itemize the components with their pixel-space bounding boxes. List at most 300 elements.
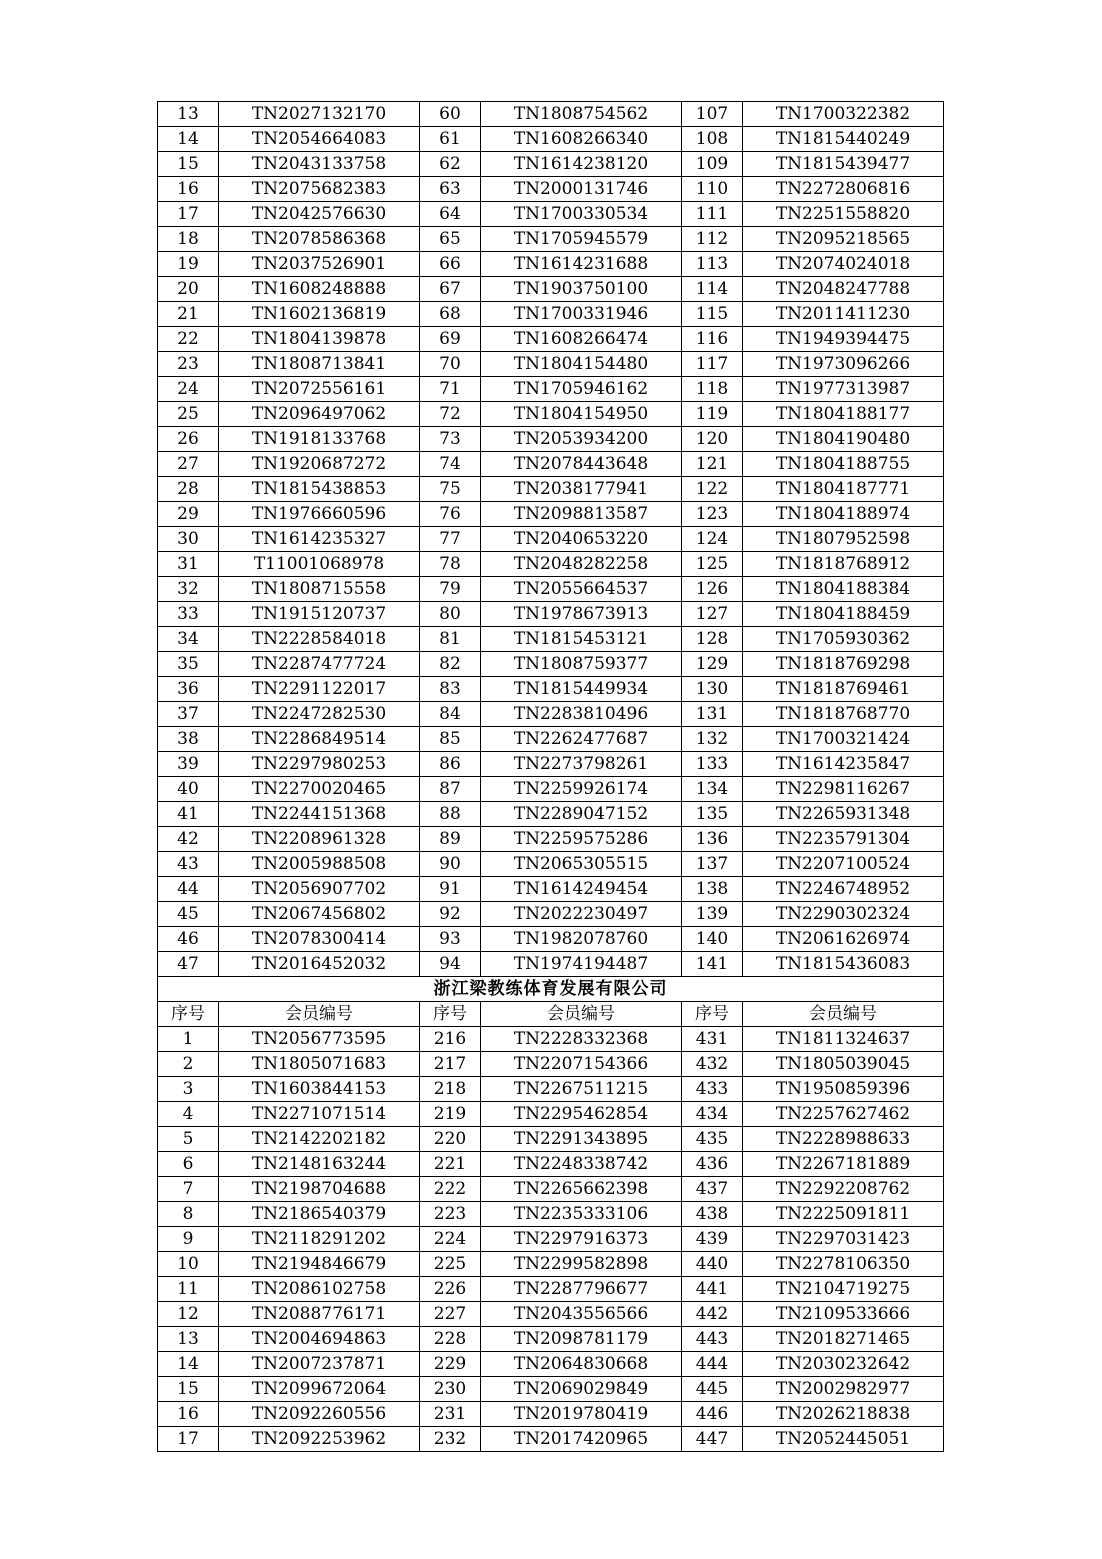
- seq-cell: 92: [420, 902, 481, 927]
- table-row: [158, 627, 944, 652]
- member-id-cell: TN2018271465: [743, 1327, 944, 1352]
- member-id-cell: TN2297980253: [219, 752, 420, 777]
- member-id-cell: TN1982078760: [481, 927, 682, 952]
- seq-cell: 126: [682, 577, 743, 602]
- member-id-cell: T11001068978: [219, 552, 420, 577]
- member-id-cell: TN2267181889: [743, 1152, 944, 1177]
- member-id-cell: TN2291122017: [219, 677, 420, 702]
- seq-cell: 89: [420, 827, 481, 852]
- member-id-cell: TN1974194487: [481, 952, 682, 977]
- seq-cell: 125: [682, 552, 743, 577]
- seq-cell: 139: [682, 902, 743, 927]
- member-id-cell: TN1818768912: [743, 552, 944, 577]
- seq-cell: 68: [420, 302, 481, 327]
- seq-cell: 24: [158, 377, 219, 402]
- seq-cell: 19: [158, 252, 219, 277]
- table-row: [158, 177, 944, 202]
- seq-cell: 26: [158, 427, 219, 452]
- seq-cell: 114: [682, 277, 743, 302]
- table-row: [158, 577, 944, 602]
- seq-cell: 41: [158, 802, 219, 827]
- seq-cell: 86: [420, 752, 481, 777]
- table-row: [158, 1377, 944, 1402]
- seq-cell: 34: [158, 627, 219, 652]
- member-id-cell: TN1949394475: [743, 327, 944, 352]
- seq-cell: 118: [682, 377, 743, 402]
- seq-cell: 78: [420, 552, 481, 577]
- seq-cell: 14: [158, 127, 219, 152]
- member-id-cell: TN2228332368: [481, 1027, 682, 1052]
- member-id-cell: TN2247282530: [219, 702, 420, 727]
- seq-cell: 445: [682, 1377, 743, 1402]
- member-id-cell: TN2052445051: [743, 1427, 944, 1452]
- table-row: [158, 877, 944, 902]
- seq-cell: 229: [420, 1352, 481, 1377]
- seq-cell: 217: [420, 1052, 481, 1077]
- seq-cell: 141: [682, 952, 743, 977]
- seq-cell: 80: [420, 602, 481, 627]
- member-id-cell: TN1804188974: [743, 502, 944, 527]
- seq-cell: 225: [420, 1252, 481, 1277]
- member-id-cell: TN2194846679: [219, 1252, 420, 1277]
- seq-cell: 137: [682, 852, 743, 877]
- table-row: [158, 1127, 944, 1152]
- member-id-cell: TN2208961328: [219, 827, 420, 852]
- seq-cell: 82: [420, 652, 481, 677]
- seq-cell: 223: [420, 1202, 481, 1227]
- section-title-body: [158, 977, 944, 1027]
- member-id-cell: TN2228584018: [219, 627, 420, 652]
- table-row: [158, 1052, 944, 1077]
- member-id-cell: TN2074024018: [743, 252, 944, 277]
- member-id-cell: TN1808759377: [481, 652, 682, 677]
- seq-cell: 439: [682, 1227, 743, 1252]
- member-id-cell: TN1804188755: [743, 452, 944, 477]
- member-id-cell: TN1977313987: [743, 377, 944, 402]
- seq-cell: 42: [158, 827, 219, 852]
- member-id-cell: TN2037526901: [219, 252, 420, 277]
- member-id-cell: TN2246748952: [743, 877, 944, 902]
- seq-cell: 111: [682, 202, 743, 227]
- table-row: [158, 1077, 944, 1102]
- seq-cell: 22: [158, 327, 219, 352]
- seq-cell: 25: [158, 402, 219, 427]
- seq-cell: 43: [158, 852, 219, 877]
- seq-cell: 8: [158, 1202, 219, 1227]
- seq-cell: 45: [158, 902, 219, 927]
- seq-cell: 31: [158, 552, 219, 577]
- member-id-cell: TN2078443648: [481, 452, 682, 477]
- table-row: [158, 477, 944, 502]
- member-id-cell: TN1808715558: [219, 577, 420, 602]
- member-id-cell: TN2061626974: [743, 927, 944, 952]
- seq-cell: 77: [420, 527, 481, 552]
- member-id-cell: TN1805071683: [219, 1052, 420, 1077]
- member-id-cell: TN1700321424: [743, 727, 944, 752]
- table-row: [158, 302, 944, 327]
- table-row: [158, 752, 944, 777]
- seq-cell: 231: [420, 1402, 481, 1427]
- member-id-cell: TN1608266474: [481, 327, 682, 352]
- seq-cell: 93: [420, 927, 481, 952]
- seq-cell: 227: [420, 1302, 481, 1327]
- member-id-cell: TN2118291202: [219, 1227, 420, 1252]
- seq-cell: 6: [158, 1152, 219, 1177]
- table-row: [158, 1252, 944, 1277]
- member-id-cell: TN1804187771: [743, 477, 944, 502]
- seq-cell: 84: [420, 702, 481, 727]
- table-row: [158, 1177, 944, 1202]
- member-table: [157, 101, 944, 1452]
- member-id-cell: TN2292208762: [743, 1177, 944, 1202]
- seq-cell: 23: [158, 352, 219, 377]
- seq-cell: 29: [158, 502, 219, 527]
- seq-cell: 218: [420, 1077, 481, 1102]
- seq-cell: 13: [158, 102, 219, 127]
- seq-cell: 63: [420, 177, 481, 202]
- seq-cell: 90: [420, 852, 481, 877]
- seq-cell: 110: [682, 177, 743, 202]
- member-id-cell: TN2072556161: [219, 377, 420, 402]
- seq-cell: 129: [682, 652, 743, 677]
- member-id-cell: TN1804190480: [743, 427, 944, 452]
- seq-cell: 432: [682, 1052, 743, 1077]
- seq-cell: 65: [420, 227, 481, 252]
- member-id-cell: TN2007237871: [219, 1352, 420, 1377]
- seq-cell: 21: [158, 302, 219, 327]
- table-row: [158, 502, 944, 527]
- member-id-cell: TN2278106350: [743, 1252, 944, 1277]
- member-id-cell: TN2207154366: [481, 1052, 682, 1077]
- seq-cell: 130: [682, 677, 743, 702]
- seq-cell: 38: [158, 727, 219, 752]
- seq-cell: 81: [420, 627, 481, 652]
- seq-cell: 228: [420, 1327, 481, 1352]
- member-id-cell: TN2042576630: [219, 202, 420, 227]
- member-id-cell: TN2017420965: [481, 1427, 682, 1452]
- member-id-cell: TN1978673913: [481, 602, 682, 627]
- member-id-cell: TN1614235327: [219, 527, 420, 552]
- member-id-cell: TN1973096266: [743, 352, 944, 377]
- seq-cell: 128: [682, 627, 743, 652]
- table-row: [158, 777, 944, 802]
- seq-cell: 37: [158, 702, 219, 727]
- seq-cell: 70: [420, 352, 481, 377]
- member-id-cell: TN1700331946: [481, 302, 682, 327]
- table-row: [158, 852, 944, 877]
- member-id-cell: TN2273798261: [481, 752, 682, 777]
- seq-cell: 15: [158, 1377, 219, 1402]
- table-row: [158, 127, 944, 152]
- table-row: [158, 452, 944, 477]
- table-row: [158, 802, 944, 827]
- member-id-cell: TN1804188384: [743, 577, 944, 602]
- member-id-cell: TN2104719275: [743, 1277, 944, 1302]
- member-id-cell: TN2069029849: [481, 1377, 682, 1402]
- seq-cell: 16: [158, 177, 219, 202]
- member-id-cell: TN2244151368: [219, 802, 420, 827]
- seq-cell: 64: [420, 202, 481, 227]
- seq-cell: 133: [682, 752, 743, 777]
- seq-cell: 443: [682, 1327, 743, 1352]
- member-id-cell: TN2011411230: [743, 302, 944, 327]
- member-id-cell: TN2056907702: [219, 877, 420, 902]
- seq-cell: 83: [420, 677, 481, 702]
- section-table-body: [158, 1027, 944, 1452]
- section-title-row: [158, 977, 944, 1002]
- seq-cell: 87: [420, 777, 481, 802]
- seq-cell: 11: [158, 1277, 219, 1302]
- table-row: [158, 1227, 944, 1252]
- seq-cell: 226: [420, 1277, 481, 1302]
- member-id-cell: TN2026218838: [743, 1402, 944, 1427]
- seq-cell: 47: [158, 952, 219, 977]
- member-id-cell: TN2297916373: [481, 1227, 682, 1252]
- table-row: [158, 527, 944, 552]
- member-id-cell: TN2099672064: [219, 1377, 420, 1402]
- seq-cell: 3: [158, 1077, 219, 1102]
- member-id-cell: TN1808754562: [481, 102, 682, 127]
- seq-cell: 131: [682, 702, 743, 727]
- member-id-cell: TN2096497062: [219, 402, 420, 427]
- table-row: [158, 1327, 944, 1352]
- seq-cell: 109: [682, 152, 743, 177]
- table-row: [158, 552, 944, 577]
- member-id-cell: TN2298116267: [743, 777, 944, 802]
- member-id-cell: TN1804139878: [219, 327, 420, 352]
- member-id-cell: TN2098813587: [481, 502, 682, 527]
- member-id-cell: TN2022230497: [481, 902, 682, 927]
- member-id-cell: TN1805039045: [743, 1052, 944, 1077]
- seq-cell: 16: [158, 1402, 219, 1427]
- member-id-cell: TN2038177941: [481, 477, 682, 502]
- table-row: [158, 1402, 944, 1427]
- table-row: [158, 402, 944, 427]
- seq-cell: 79: [420, 577, 481, 602]
- seq-cell: 122: [682, 477, 743, 502]
- seq-cell: 127: [682, 602, 743, 627]
- seq-cell: 1: [158, 1027, 219, 1052]
- seq-cell: 108: [682, 127, 743, 152]
- table-row: [158, 1352, 944, 1377]
- seq-cell: 76: [420, 502, 481, 527]
- seq-cell: 74: [420, 452, 481, 477]
- header-row: [158, 1002, 944, 1027]
- seq-cell: 27: [158, 452, 219, 477]
- table-row: [158, 277, 944, 302]
- member-id-cell: TN2086102758: [219, 1277, 420, 1302]
- member-id-cell: TN1614238120: [481, 152, 682, 177]
- member-id-cell: TN1705946162: [481, 377, 682, 402]
- header-seq-1: 序号: [158, 1002, 219, 1027]
- member-id-cell: TN1608248888: [219, 277, 420, 302]
- member-id-cell: TN2056773595: [219, 1027, 420, 1052]
- seq-cell: 138: [682, 877, 743, 902]
- member-id-cell: TN2289047152: [481, 802, 682, 827]
- seq-cell: 61: [420, 127, 481, 152]
- seq-cell: 140: [682, 927, 743, 952]
- header-member-id-3: 会员编号: [743, 1002, 944, 1027]
- member-id-cell: TN2295462854: [481, 1102, 682, 1127]
- table-row: [158, 1102, 944, 1127]
- seq-cell: 44: [158, 877, 219, 902]
- member-id-cell: TN2054664083: [219, 127, 420, 152]
- member-id-cell: TN2290302324: [743, 902, 944, 927]
- member-id-cell: TN2299582898: [481, 1252, 682, 1277]
- member-id-cell: TN2053934200: [481, 427, 682, 452]
- seq-cell: 222: [420, 1177, 481, 1202]
- member-id-cell: TN2078586368: [219, 227, 420, 252]
- member-id-cell: TN1614231688: [481, 252, 682, 277]
- member-id-cell: TN1918133768: [219, 427, 420, 452]
- table-row: [158, 352, 944, 377]
- table-row: [158, 602, 944, 627]
- seq-cell: 121: [682, 452, 743, 477]
- member-id-cell: TN1808713841: [219, 352, 420, 377]
- seq-cell: 431: [682, 1027, 743, 1052]
- member-id-cell: TN2265931348: [743, 802, 944, 827]
- seq-cell: 40: [158, 777, 219, 802]
- member-id-cell: TN2228988633: [743, 1127, 944, 1152]
- member-id-cell: TN2257627462: [743, 1102, 944, 1127]
- seq-cell: 135: [682, 802, 743, 827]
- seq-cell: 112: [682, 227, 743, 252]
- member-id-cell: TN2109533666: [743, 1302, 944, 1327]
- member-id-cell: TN1807952598: [743, 527, 944, 552]
- seq-cell: 13: [158, 1327, 219, 1352]
- company-title: 浙江梁教练体育发展有限公司: [158, 977, 944, 1002]
- seq-cell: 72: [420, 402, 481, 427]
- member-id-cell: TN2043556566: [481, 1302, 682, 1327]
- member-id-cell: TN2043133758: [219, 152, 420, 177]
- member-id-cell: TN1815453121: [481, 627, 682, 652]
- member-id-cell: TN1700322382: [743, 102, 944, 127]
- member-id-cell: TN1603844153: [219, 1077, 420, 1102]
- member-id-cell: TN2271071514: [219, 1102, 420, 1127]
- table-row: [158, 677, 944, 702]
- member-id-cell: TN1915120737: [219, 602, 420, 627]
- table-row: [158, 1027, 944, 1052]
- table-row: [158, 902, 944, 927]
- seq-cell: 444: [682, 1352, 743, 1377]
- member-id-cell: TN1818768770: [743, 702, 944, 727]
- table-row: [158, 327, 944, 352]
- member-id-cell: TN2287796677: [481, 1277, 682, 1302]
- member-id-cell: TN2065305515: [481, 852, 682, 877]
- table-row: [158, 1277, 944, 1302]
- seq-cell: 2: [158, 1052, 219, 1077]
- member-id-cell: TN2251558820: [743, 202, 944, 227]
- member-id-cell: TN1815449934: [481, 677, 682, 702]
- member-id-cell: TN1804154480: [481, 352, 682, 377]
- member-id-cell: TN2064830668: [481, 1352, 682, 1377]
- member-id-cell: TN2267511215: [481, 1077, 682, 1102]
- member-id-cell: TN1903750100: [481, 277, 682, 302]
- table-row: [158, 1202, 944, 1227]
- seq-cell: 35: [158, 652, 219, 677]
- member-id-cell: TN2198704688: [219, 1177, 420, 1202]
- seq-cell: 124: [682, 527, 743, 552]
- member-id-cell: TN2055664537: [481, 577, 682, 602]
- member-id-cell: TN2259575286: [481, 827, 682, 852]
- seq-cell: 85: [420, 727, 481, 752]
- seq-cell: 12: [158, 1302, 219, 1327]
- member-id-cell: TN1815436083: [743, 952, 944, 977]
- member-id-cell: TN1614249454: [481, 877, 682, 902]
- member-id-cell: TN2142202182: [219, 1127, 420, 1152]
- seq-cell: 28: [158, 477, 219, 502]
- member-id-cell: TN2095218565: [743, 227, 944, 252]
- seq-cell: 107: [682, 102, 743, 127]
- seq-cell: 132: [682, 727, 743, 752]
- seq-cell: 221: [420, 1152, 481, 1177]
- seq-cell: 440: [682, 1252, 743, 1277]
- member-id-cell: TN2248338742: [481, 1152, 682, 1177]
- member-id-cell: TN1705945579: [481, 227, 682, 252]
- member-id-cell: TN1608266340: [481, 127, 682, 152]
- seq-cell: 15: [158, 152, 219, 177]
- seq-cell: 69: [420, 327, 481, 352]
- table-row: [158, 427, 944, 452]
- seq-cell: 30: [158, 527, 219, 552]
- member-id-cell: TN1804154950: [481, 402, 682, 427]
- member-id-cell: TN2098781179: [481, 1327, 682, 1352]
- seq-cell: 66: [420, 252, 481, 277]
- seq-cell: 116: [682, 327, 743, 352]
- header-member-id-1: 会员编号: [219, 1002, 420, 1027]
- top-table-body: [158, 102, 944, 977]
- header-seq-3: 序号: [682, 1002, 743, 1027]
- member-id-cell: TN1700330534: [481, 202, 682, 227]
- seq-cell: 10: [158, 1252, 219, 1277]
- member-id-cell: TN2272806816: [743, 177, 944, 202]
- table-row: [158, 102, 944, 127]
- seq-cell: 88: [420, 802, 481, 827]
- seq-cell: 120: [682, 427, 743, 452]
- member-id-cell: TN2048282258: [481, 552, 682, 577]
- member-id-cell: TN2092260556: [219, 1402, 420, 1427]
- member-id-cell: TN2002982977: [743, 1377, 944, 1402]
- table-row: [158, 152, 944, 177]
- seq-cell: 447: [682, 1427, 743, 1452]
- table-row: [158, 377, 944, 402]
- member-id-cell: TN2078300414: [219, 927, 420, 952]
- member-id-cell: TN2019780419: [481, 1402, 682, 1427]
- member-id-cell: TN2225091811: [743, 1202, 944, 1227]
- seq-cell: 123: [682, 502, 743, 527]
- member-id-cell: TN2235333106: [481, 1202, 682, 1227]
- member-id-cell: TN2262477687: [481, 727, 682, 752]
- table-row: [158, 252, 944, 277]
- member-id-cell: TN1614235847: [743, 752, 944, 777]
- member-id-cell: TN1818769298: [743, 652, 944, 677]
- seq-cell: 7: [158, 1177, 219, 1202]
- seq-cell: 32: [158, 577, 219, 602]
- seq-cell: 232: [420, 1427, 481, 1452]
- seq-cell: 446: [682, 1402, 743, 1427]
- header-seq-2: 序号: [420, 1002, 481, 1027]
- seq-cell: 91: [420, 877, 481, 902]
- member-id-cell: TN2004694863: [219, 1327, 420, 1352]
- seq-cell: 115: [682, 302, 743, 327]
- seq-cell: 113: [682, 252, 743, 277]
- seq-cell: 4: [158, 1102, 219, 1127]
- seq-cell: 442: [682, 1302, 743, 1327]
- seq-cell: 75: [420, 477, 481, 502]
- member-id-cell: TN1950859396: [743, 1077, 944, 1102]
- seq-cell: 39: [158, 752, 219, 777]
- member-id-cell: TN1815438853: [219, 477, 420, 502]
